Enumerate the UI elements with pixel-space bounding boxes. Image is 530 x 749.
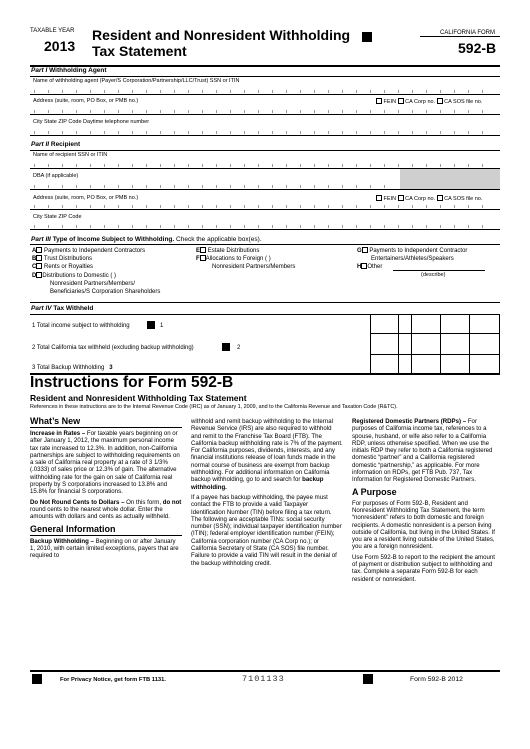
other-describe-line[interactable] [393,270,485,271]
agent-id-type-options: FEIN CA Corp no. CA SOS file no. [376,98,482,106]
instructions-title: Instructions for Form 592-B [30,374,234,391]
footer-marker-right [363,674,373,684]
withholding-agent-city-label: City State ZIP Code Daytime telephone number [33,119,150,125]
taxable-year-label: TAXABLE YEAR [30,28,75,34]
tin-paragraph: If a payee has backup withholding, the payee must contact the FTB to provide a valid Taxpayer Identification Number (TIN) before filing a tax return. The following are acceptable TINs: social security number (SSN); individual taxpayer identification number (ITIN); federal employer identification number (FEIN); California corporation number (CA Corp no.); or California Secretary of State (CA SOS) file number. Failure to provide a valid TIN will result in the denial of the backup withholding credit. [191,493,342,567]
footer-form-label: Form 592-B 2012 [410,676,463,683]
describe-label: (describe) [421,272,446,278]
recipient-ca-corp-checkbox[interactable] [398,195,404,201]
shaded-area [400,169,500,189]
form-number: 592-B [458,40,497,56]
part3-heading: Part III Type of Income Subject to Withholding. Check the applicable box(es). [31,236,262,243]
instructions-col-a [30,413,182,562]
backup-detail-paragraph: withhold and remit backup withholding to the Internal Revenue Service (IRS) are also required to withhold and remit to the Franchise Tax Board (FTB). The California backup withholding rate is 7% of the payment. For California purposes, dividends, interests, and any financial institutions release of loan funds made in the normal course of business are exempt from backup withholding. For additional information on California backup withholding, go to and search for backup withholding. [191,418,343,491]
use-form-paragraph: Use Form 592-B to report to the recipient the amount of payment or distribution subject to withholding and tax. Complete a separate Form 592-B for each resident or nonresident. [352,553,495,583]
line2-number: 2 [237,345,241,351]
income-type-c[interactable]: C Rents or Royalties [32,264,94,271]
part1-heading: Part I Withholding Agent [31,67,107,74]
instructions-references: References in these instructions are to the Internal Revenue Code (IRC) as of January 1, 2009, and to the California Revenue and Taxation Code (R&TC). [30,404,398,410]
income-type-b[interactable]: B Trust Distributions [32,256,93,263]
line3-amount-field[interactable] [370,356,500,373]
line1-label: 1 Total income subject to withholding [32,323,130,329]
line3-label: 3 Total Backup Withholding 3 [32,365,113,371]
income-type-col1: A Payments to Independent Contractors B Trust Distributions C Rents or Royalties D Distributions to Domestic ( ) Nonresident Partners/Members/ Beneficiaries/S Corporation Shareholders [32,248,161,296]
line2-amount-field[interactable] [370,336,500,354]
instructions-col-c [352,418,500,586]
rdp-paragraph: Registered Domestic Partners (RDPs) – For purposes of California income tax, references to a spouse, husband, or wife also refer to a California RDP, unless otherwise specified. When we use the initials RDP they refer to both a California registered domestic “partner” and a California registered domestic “partnership,” as applicable. For more information on RDPs, get FTB Pub. 737, Tax Information for Registered Domestic Partners. [352,418,493,484]
fein-checkbox[interactable] [376,98,382,104]
recipient-id-type-options: FEIN CA Corp no. CA SOS file no. [376,195,482,203]
line1-number: 1 [160,323,164,329]
recipient-dba-label: DBA (if applicable) [33,173,79,179]
general-information-heading: General Information [30,524,182,536]
ca-corp-checkbox[interactable] [398,98,404,104]
instructions-subtitle: Resident and Nonresident Withholding Tax Statement [30,393,247,403]
withholding-agent-address-label: Address (suite, room, PO Box, or PMB no.) [33,98,139,104]
line1-marker [147,321,155,329]
income-type-d[interactable]: D Distributions to Domestic ( ) [32,272,117,279]
form-title-line2: Tax Statement [92,43,187,59]
tax-year: 2013 [44,38,76,54]
income-type-g[interactable]: G Payments to Independent Contractor [357,248,468,254]
california-form-label: CALIFORNIA FORM [440,30,496,36]
income-type-f[interactable]: F Allocations to Foreign ( ) [196,256,271,263]
footer-marker-left [32,674,42,684]
recipient-address-label: Address (suite, room, PO Box, or PMB no.) [33,195,139,201]
income-type-e[interactable]: E Estate Distributions [196,248,260,254]
recipient-name-label: Name of recipient SSN or ITIN [33,152,108,158]
purpose-paragraph: For purposes of Form 592-B, Resident and Nonresident Withholding Tax Statement, the term “nonresident” refers to both domestic and foreign recipients. A domestic nonresident is a person living outside of California, but living in the United States. If you are a resident living outside of the United States, you are a foreign nonresident. [352,499,495,551]
part4-heading: Part IV Tax Withheld [31,305,94,312]
line1-amount-field[interactable] [370,316,500,332]
instructions-col-b [191,418,343,570]
corner-marker [362,32,372,42]
form-code: 7101133 [242,674,285,684]
line2-marker [222,343,230,351]
backup-withholding-paragraph: Backup Withholding – Beginning on or after January 1, 2010, with certain limited exceptions, payers that are required to [30,537,179,560]
income-type-col2: E Estate Distributions F Allocations to Foreign ( ) Nonresident Partners/Members [196,248,296,271]
recipient-ca-sos-checkbox[interactable] [437,195,443,201]
privacy-notice: For Privacy Notice, get form FTB 1131. [60,677,166,683]
form-title-line1: Resident and Nonresident Withholding [92,27,351,43]
form-title [92,27,350,59]
part2-heading: Part II Recipient [31,141,81,148]
line2-label: 2 Total California tax withheld (excluding backup withholding) [32,345,194,351]
rounding-paragraph: Do Not Round Cents to Dollars – On this form, do not round cents to the nearest whole dollar. Enter the amounts with dollars and cents as actually withheld. [30,498,182,521]
recipient-fein-checkbox[interactable] [376,195,382,201]
income-type-h[interactable]: H Other [357,264,383,271]
whats-new-heading: What’s New [30,416,182,428]
income-type-col3: G Payments to Independent Contractor Entertainers/Athletes/Speakers H Other [357,248,468,271]
recipient-city-label: City State ZIP Code [33,214,82,220]
income-type-a[interactable]: A Payments to Independent Contractors [32,248,146,254]
ca-sos-checkbox[interactable] [437,98,443,104]
purpose-heading: A Purpose [352,486,397,497]
rates-paragraph: Increase in Rates – For taxable years beginning on or after January 1, 2012, the maximum personal income tax rate increased to 12.3%. In addition, non-California partnerships are subject to withholding requirements on a sale of California real property at a rate of 3 1/3% (.0333) of sales price or 12.3% of gain. The alternative withholding rate for the gain on sale of California real property by S corporations increased to 13.8% and 15.8% for financial S corporations. [30,430,180,496]
withholding-agent-name-label: Name of withholding agent (Payer/S Corporation/Partnership/LLC/Trust) SSN or ITIN [33,78,240,84]
